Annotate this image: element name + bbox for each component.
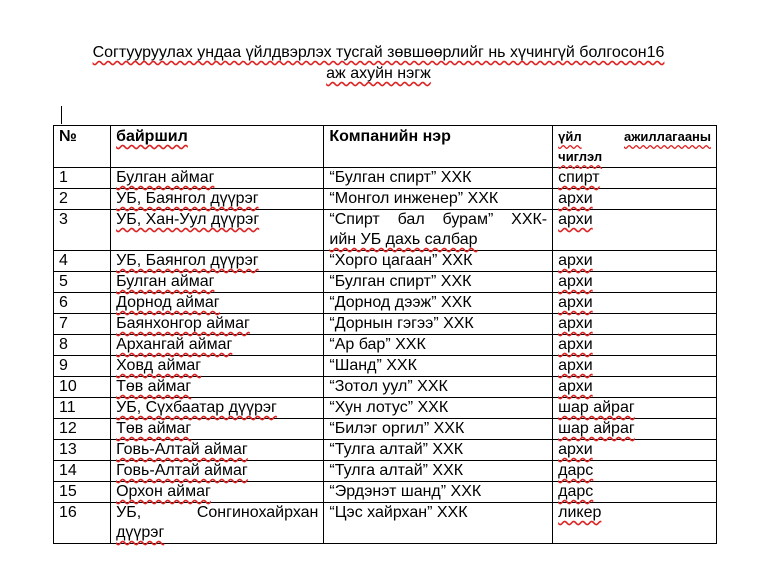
header-number: № [54, 126, 111, 168]
table-row: 15 Орхон аймаг “Эрдэнэт шанд” ХХК дарс [54, 482, 717, 503]
license-table [53, 125, 717, 544]
text-cursor [61, 106, 62, 124]
title-line-2: аж ахуйн нэгж [326, 65, 431, 82]
table-row: 4 УБ, Баянгол дүүрэг “Хорго цагаан” ХХК архи [54, 251, 717, 272]
table-row: 3 УБ, Хан-Уул дүүрэг “Спирт бал бурам” ХХК- ийн УБ дахь салбар архи [54, 210, 717, 251]
table-row: 12 Төв аймаг “Билэг оргил” ХХК шар айраг [54, 419, 717, 440]
table-row: 14 Говь-Алтай аймаг “Тулга алтай” ХХК дарс [54, 461, 717, 482]
title-line-1: Согтууруулах ундаа үйлдвэрлэх тусгай зөвшөөрлийг нь хүчингүй болгосон16 [92, 44, 665, 61]
table-row: 2 УБ, Баянгол дүүрэг “Монгол инженер” ХХК архи [54, 189, 717, 210]
table-row: 5 Булган аймаг “Булган спирт” ХХК архи [54, 272, 717, 293]
table-header-row [54, 126, 717, 168]
document-title [0, 42, 757, 84]
table-row: 11 УБ, Сүхбаатар дүүрэг “Хун лотус” ХХК шар айраг [54, 398, 717, 419]
header-company: Компанийн нэр [324, 126, 553, 168]
table-row: 10 Төв аймаг “Зотол уул” ХХК архи [54, 377, 717, 398]
table-row: 1 Булган аймаг “Булган спирт” ХХК спирт [54, 168, 717, 189]
table-row: 9 Ховд аймаг “Шанд” ХХК архи [54, 356, 717, 377]
header-location: байршил [111, 126, 324, 168]
table-row: 7 Баянхонгор аймаг “Дорнын гэгээ” ХХК архи [54, 314, 717, 335]
table-row: 16 УБ, Сонгинохайрхан дүүрэг “Цэс хайрхан” ХХК ликер [54, 503, 717, 544]
table-row: 8 Архангай аймаг “Ар бар” ХХК архи [54, 335, 717, 356]
table-row: 13 Говь-Алтай аймаг “Тулга алтай” ХХК архи [54, 440, 717, 461]
header-activity: үйл ажиллагааны чиглэл [553, 126, 717, 168]
table-row: 6 Дорнод аймаг “Дорнод дээж” ХХК архи [54, 293, 717, 314]
